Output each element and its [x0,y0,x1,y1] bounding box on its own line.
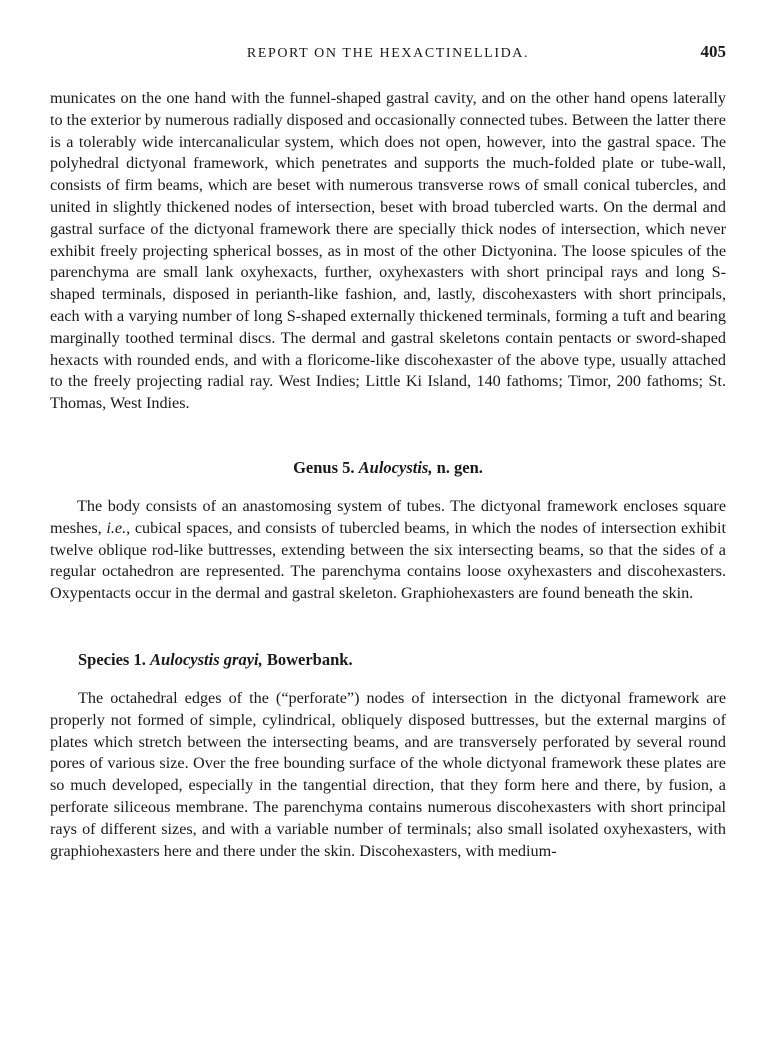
running-title: REPORT ON THE HEXACTINELLIDA. [246,46,530,61]
paragraph-2-part-2: cubical spaces, and consists of tubercled beams, in which the nodes of intersection exhibit twelve oblique rod-like buttresses, extending between the six intersecting beams, so that the sides of a regular octahedron are represented. The parenchyma contains loose oxyhexasters and discohexasters. Oxypentacts occur in the dermal and gastral skeleton. Graphiohexasters are found beneath the skin. [50,518,726,603]
paragraph-2-part-1: The body consists of an anastomosing system of tubes. The dictyonal framework encloses square meshes, [50,496,726,537]
running-head [50,38,726,68]
species-name: Aulocystis grayi, [149,649,263,669]
species-heading-suffix: Bowerbank. [266,649,353,669]
species-heading [50,649,726,671]
page-number: 405 [700,42,726,61]
genus-heading-suffix: n. gen. [436,457,483,477]
paragraph-3: The octahedral edges of the (“perforate”) nodes of intersection in the dictyonal framework are properly not formed of simple, cylindrical, obliquely disposed buttresses, but the external margins of plates which stretch between the intersecting beams, and are transversely perforated by several round pores of various size. Over the free bounding surface of the whole dictyonal framework these plates are so much developed, especially in the tangential direction, that they form here and there, by fusion, a perforate siliceous membrane. The parenchyma contains numerous discohexasters with short principal rays of different sizes, and with a variable number of terminals; also small isolated oxyhexasters, with graphiohexasters here and there under the skin. Discohexasters, with medium- [50,688,726,860]
paragraph-1: municates on the one hand with the funnel-shaped gastral cavity, and on the other hand opens laterally to the exterior by numerous radially disposed and occasionally connected tubes. Between the latter there is a tolerably wide intercanalicular system, which does not open, however, into the gastral space. The polyhedral dictyonal framework, which penetrates and supports the much-folded plate or tube-wall, consists of firm beams, which are beset with numerous transverse rows of small conical tubercles, and united in slightly thickened nodes of intersection, beset with broad tubercled warts. On the dermal and gastral surface of the dictyonal framework there are specially thick nodes of intersection, which never exhibit freely projecting spherical bosses, as in most of the other Dictyonina. The loose spicules of the parenchyma are small lank oxyhexacts, further, oxyhexasters with short principal rays and long S-shaped terminals, disposed in perianth-like fashion, and, lastly, discohexasters with short principals, each with a varying number of long S-shaped externally thickened terminals, forming a tuft and bearing marginally toothed terminal discs. The dermal and gastral skeletons contain pentacts or sword-shaped hexacts with rounded ends, and with a floricome-like discohexaster of the above type, usually attached to the freely projecting radial ray. West Indies; Little Ki Island, 140 fathoms; Timor, 200 fathoms; St. Thomas, West Indies. [50,89,726,413]
genus-heading-prefix: Genus 5. [293,457,355,477]
paragraph-2-ie: i.e., [106,518,131,537]
genus-name: Aulocystis, [358,457,433,477]
paragraph-2 [50,496,726,605]
genus-heading [50,457,726,479]
species-heading-prefix: Species 1. [78,649,146,669]
book-page [50,38,726,862]
